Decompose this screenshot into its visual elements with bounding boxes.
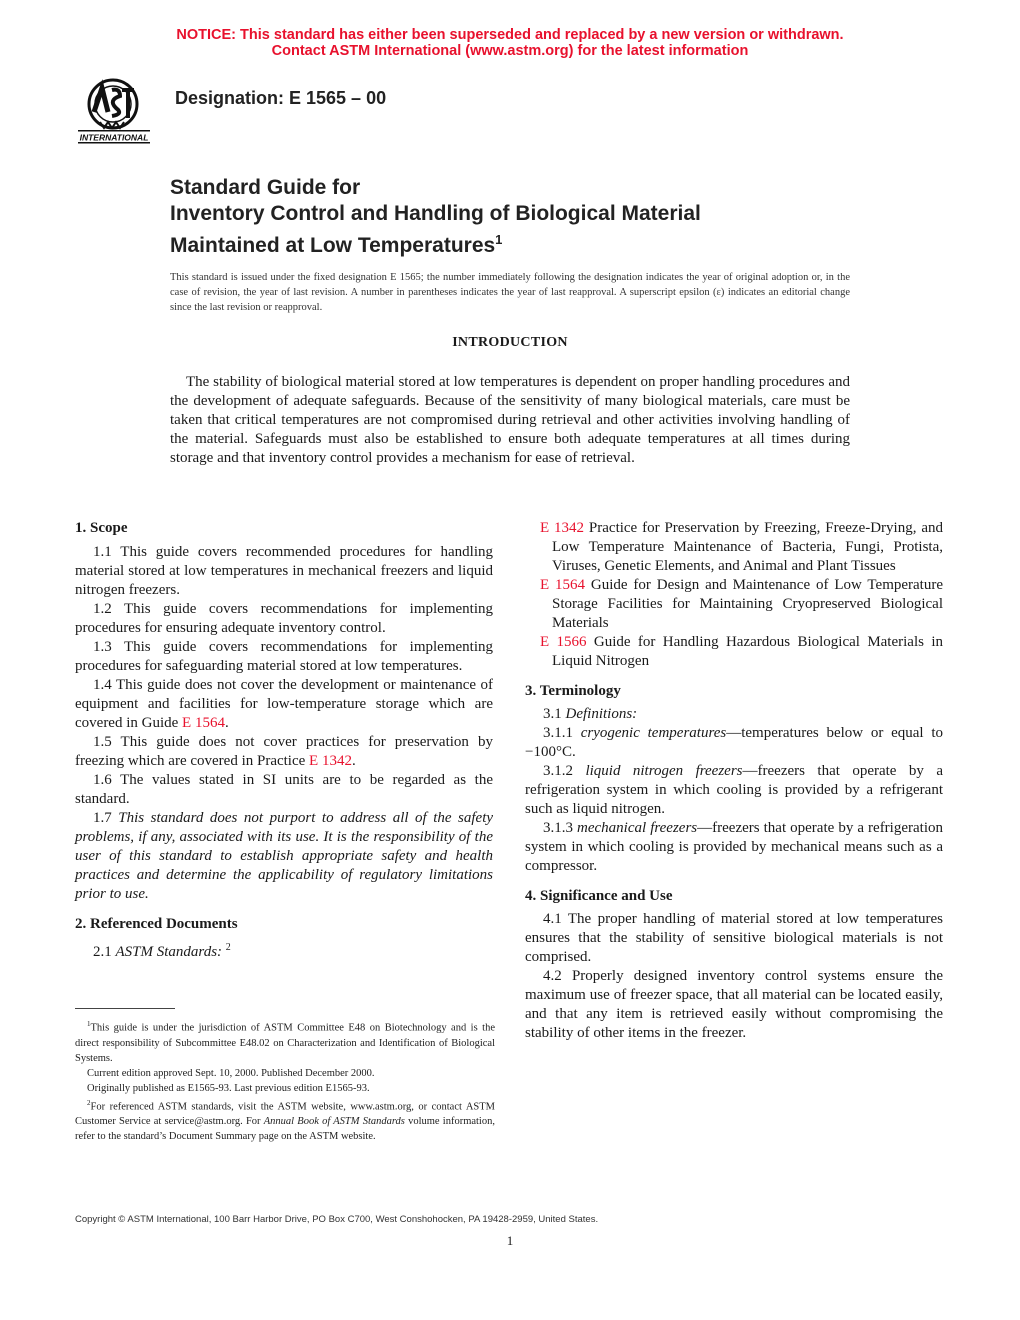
document-title (170, 175, 930, 259)
logo-text: INTERNATIONAL (79, 132, 149, 143)
copyright: Copyright © ASTM International, 100 Barr Harbor Drive, PO Box C700, West Conshohocken, PA 19428-2959, United States. (75, 1214, 599, 1225)
definition-cryogenic-text: —temperatures below or equal to −100°C. (525, 725, 943, 760)
definition-cryogenic-num: 3.1.1 (543, 725, 581, 741)
referenced-2-1 (75, 938, 493, 962)
significance-heading: 4. Significance and Use (525, 888, 673, 904)
referenced-2-1-num: 2.1 (93, 944, 116, 960)
scope-1-4 (75, 676, 493, 733)
title-footnote-mark: 1 (495, 232, 503, 247)
definition-ln2-freezers (525, 762, 943, 819)
scope-1-7-text: This standard does not purport to address all of the safety problems, if any, associated with its use. It is the responsibility of the user of this standard to establish appropriate safety and health practices and determine the applicability of regulatory limitations prior to use. (75, 810, 494, 902)
left-column (75, 519, 493, 962)
ref-text-e1564: Guide for Design and Maintenance of Low Temperature Storage Facilities for Maintaining Cryopreserved Biological Materials (552, 577, 943, 631)
terminology-heading: 3. Terminology (525, 683, 621, 699)
title-line-3: Maintained at Low Temperatures (170, 234, 496, 257)
definition-ln2-term: liquid nitrogen freezers (585, 763, 743, 779)
issuance-note: This standard is issued under the fixed designation E 1565; the number immediately following the designation indicates the year of original adoption or, in the case of revision, the year of last revision. A number in parentheses indicates the year of last reapproval. A superscript epsilon (ε) indicates an editorial change since the last revision or reapproval. (170, 272, 850, 313)
definition-mech-text: —freezers that operate by a refrigeration system in which cooling is provided by mechanical means such as a compressor. (525, 820, 943, 874)
scope-1-4-text: 1.4 This guide does not cover the development or maintenance of equipment and facilities for low-temperature storage which are covered in Guide (75, 677, 493, 731)
astm-logo (64, 78, 162, 150)
footnote-2-end: volume information, refer to the standard’s Document Summary page on the ASTM website. (75, 1116, 495, 1142)
scope-1-6: 1.6 The values stated in SI units are to be regarded as the standard. (75, 772, 493, 807)
definition-ln2-num: 3.1.2 (543, 763, 586, 779)
terminology-3-1-num: 3.1 (543, 706, 566, 722)
referenced-list (540, 519, 943, 671)
terminology-3-1-text: Definitions: (565, 706, 638, 722)
scope-1-2: 1.2 This guide covers recommendations for implementing procedures for ensuring adequate inventory control. (75, 601, 493, 636)
introduction-heading: INTRODUCTION (452, 335, 568, 350)
ref-link-e1564[interactable]: E 1564 (540, 577, 586, 593)
scope-1-3: 1.3 This guide covers recommendations for implementing procedures for safeguarding material stored at low temperatures. (75, 639, 493, 674)
significance-4-2: 4.2 Properly designed inventory control systems ensure the maximum use of freezer space, that all material can be located easily, and that any item is retrieved easily without compromising the stability of other items in the freezer. (525, 968, 943, 1041)
scope-1-5 (75, 733, 493, 771)
scope-1-7 (75, 809, 493, 904)
ref-item-e1342 (540, 519, 943, 576)
footnote-1-text: This guide is under the jurisdiction of ASTM Committee E48 on Biotechnology and is the direct responsibility of Subcommittee E48.02 on Characterization and Identification of Biological Systems. (75, 1022, 495, 1064)
significance-4-1: 4.1 The proper handling of material stored at low temperatures ensures that the stability of sensitive biological materials is not comprised. (525, 911, 943, 965)
ref-link-e1566[interactable]: E 1566 (540, 634, 587, 650)
title-line-2: Inventory Control and Handling of Biological Material (170, 202, 701, 225)
footnote-1-mark: 1 (87, 1020, 91, 1028)
footnote-1-approved: Current edition approved Sept. 10, 2000. Published December 2000. (87, 1067, 375, 1079)
definition-mech-num: 3.1.3 (543, 820, 578, 836)
footnote-2-mark: 2 (87, 1098, 91, 1107)
astm-logo-mark (64, 78, 162, 150)
ref-text-e1566: Guide for Handling Hazardous Biological Materials in Liquid Nitrogen (552, 634, 943, 669)
link-e1342[interactable]: E 1342 (309, 753, 352, 769)
scope-1-7-num: 1.7 (93, 810, 119, 826)
definition-ln2-text: —freezers that operate by a refrigeration system in which cooling is provided by a refrigerant such as liquid nitrogen. (525, 763, 943, 817)
footnote-rule (75, 1008, 175, 1009)
notice-line-1: NOTICE: This standard has either been superseded and replaced by a new version or withdrawn. (176, 27, 844, 43)
title-line-1: Standard Guide for (170, 176, 361, 199)
page-number: 1 (506, 1233, 514, 1248)
definition-cryogenic (525, 724, 943, 762)
footnotes (75, 1017, 495, 1144)
terminology-3-1 (525, 705, 943, 724)
definition-mech-term: mechanical freezers (577, 820, 698, 836)
scope-1-5-end: . (351, 753, 356, 769)
withdrawal-notice (0, 27, 1020, 59)
introduction-text: The stability of biological material stored at low temperatures is dependent on proper handling procedures and the development of adequate safeguards. Because of the sensitivity of many biological materials, care must be taken that critical temperatures are not compromised during retrieval and other activities involving handling of the material. Safeguards must also be established to ensure both adequate temperatures at all times during storage and that inventory control provides a mechanism for ease of retrieval. (170, 374, 850, 466)
referenced-2-1-sup: 2 (225, 942, 231, 953)
link-e1564[interactable]: E 1564 (182, 715, 225, 731)
footnote-2-text: For referenced ASTM standards, visit the ASTM website, www.astm.org, or contact ASTM Customer Service at service@astm.org. For (75, 1101, 495, 1127)
footnote-2 (75, 1096, 495, 1145)
scope-1-1: 1.1 This guide covers recommended procedures for handling material stored at low temperatures in mechanical freezers and liquid nitrogen freezers. (75, 544, 493, 598)
footnote-1-original: Originally published as E1565-93. Last previous edition E1565-93. (87, 1082, 370, 1094)
notice-line-2: Contact ASTM International (www.astm.org) for the latest information (271, 43, 749, 59)
ref-link-e1342[interactable]: E 1342 (540, 520, 585, 536)
scope-heading: 1. Scope (75, 520, 128, 536)
footnote-2-italic: Annual Book of ASTM Standards (263, 1116, 405, 1127)
definition-cryogenic-term: cryogenic temperatures (580, 725, 727, 741)
footnote-1 (75, 1017, 495, 1066)
referenced-2-1-text: ASTM Standards: (115, 944, 223, 960)
scope-1-4-end: . (224, 715, 229, 731)
designation: Designation: E 1565 – 00 (175, 88, 387, 108)
scope-1-5-text: 1.5 This guide does not cover practices for preservation by freezing which are covered in Practice (75, 734, 493, 769)
definition-mechanical-freezers (525, 819, 943, 876)
ref-text-e1342: Practice for Preservation by Freezing, Freeze-Drying, and Low Temperature Maintenance of Bacteria, Fungi, Protista, Viruses, Genetic Elements, and Animal and Plant Tissues (552, 520, 943, 574)
referenced-heading: 2. Referenced Documents (75, 916, 238, 932)
ref-item-e1564 (540, 576, 943, 633)
ref-item-e1566 (540, 633, 943, 671)
right-column (525, 519, 943, 1043)
